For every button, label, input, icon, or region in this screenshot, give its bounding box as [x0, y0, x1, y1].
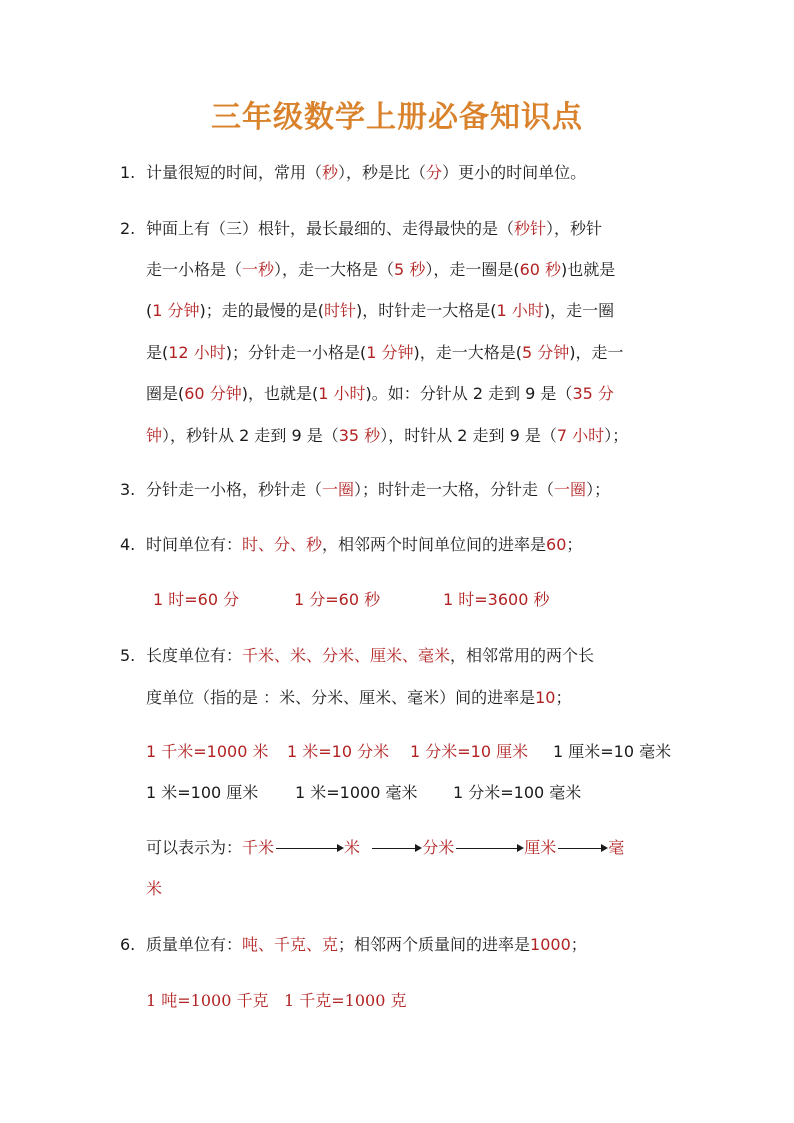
text-run: ；相邻两个质量间的进率是: [338, 935, 531, 954]
length-conversion: 1 米=10 分米: [287, 742, 390, 761]
highlighted-text: 一秒: [242, 260, 275, 279]
unit-label: 毫: [608, 838, 625, 857]
highlighted-text: 钟: [146, 426, 163, 445]
highlighted-text: 一圈: [554, 480, 587, 499]
text-run: 圈是(: [146, 384, 185, 403]
item-number: 4.: [120, 535, 136, 554]
highlighted-text: 1 小时: [318, 384, 366, 403]
highlighted-text: 时针: [324, 301, 357, 320]
highlighted-text: 60 秒: [519, 260, 562, 279]
text-run: ）更小的时间单位。: [442, 163, 587, 182]
highlighted-text: 分: [426, 163, 443, 182]
highlighted-text: 1 分钟: [152, 301, 200, 320]
paragraph-line: [146, 219, 602, 239]
text-run: )也就是: [561, 260, 616, 279]
paragraph-line: [146, 384, 614, 404]
paragraph-line: [146, 646, 594, 666]
length-conversion: 1 分米=10 厘米: [410, 742, 529, 761]
highlighted-text: 吨、千克、克: [242, 935, 339, 954]
text-run: 质量单位有：: [146, 935, 243, 954]
text-run: 分针走一小格，秒针走（: [146, 480, 323, 499]
paragraph-line: [146, 343, 624, 363]
paragraph-line: [146, 535, 582, 555]
unit-label: 米: [344, 838, 361, 857]
highlighted-text: 1 小时: [496, 301, 544, 320]
highlighted-text: 时、分、秒: [242, 535, 323, 554]
page-title: 三年级数学上册必备知识点: [211, 100, 583, 135]
highlighted-text: 10: [535, 688, 556, 707]
text-run: ），走一圈是(: [425, 260, 520, 279]
paragraph-line: [146, 260, 615, 280]
paragraph-line: [146, 426, 628, 446]
text-run: )，走一: [569, 343, 624, 362]
text-run: )，也就是(: [241, 384, 319, 403]
text-run: ；: [555, 688, 572, 707]
unit-label: 分米: [422, 838, 455, 857]
item-number: 6.: [120, 935, 136, 954]
text-run: ）；: [604, 426, 629, 445]
highlighted-text: 35 分: [572, 384, 614, 403]
unit-label: 厘米: [524, 838, 557, 857]
text-run: ，相邻两个时间单位间的进率是: [322, 535, 547, 554]
highlighted-text: 12 小时: [168, 343, 226, 362]
text-run: 钟面上有（三）根针，最长最细的、走得最快的是（: [146, 219, 515, 238]
unit-chain-tail: 米: [146, 879, 163, 898]
highlighted-text: 一圈: [322, 480, 355, 499]
highlighted-text: 秒: [322, 163, 339, 182]
text-run: ），时针从 2 走到 9 是（: [380, 426, 557, 445]
paragraph-line: [146, 301, 614, 321]
time-conversion: 1 分=60 秒: [294, 590, 381, 609]
text-run: ），秒是比（: [338, 163, 427, 182]
paragraph-line: [146, 480, 610, 500]
highlighted-text: 秒针: [514, 219, 547, 238]
length-conversion: 1 分米=100 毫米: [453, 783, 582, 802]
text-run: )；走的最慢的是(: [199, 301, 325, 320]
text-run: ；: [566, 535, 583, 554]
highlighted-text: 1 分钟: [366, 343, 414, 362]
text-run: ），走一大格是（: [274, 260, 395, 279]
text-run: 是(: [146, 343, 169, 362]
length-conversion: 1 米=1000 毫米: [295, 783, 418, 802]
text-run: 度单位（指的是 ：米、分米、厘米、毫米）间的进率是: [146, 688, 536, 707]
length-conversion: 1 厘米=10 毫米: [553, 742, 672, 761]
paragraph-line: [146, 163, 586, 183]
text-run: )；分针走一小格是(: [225, 343, 367, 362]
item-number: 1.: [120, 163, 136, 182]
text-run: ），秒针从 2 走到 9 是（: [162, 426, 339, 445]
text-run: )，时针走一大格是(: [356, 301, 497, 320]
mass-conversion: 1 吨=1000 千克: [146, 991, 269, 1010]
item-number: 3.: [120, 480, 136, 499]
highlighted-text: 5 分钟: [521, 343, 570, 362]
highlighted-text: 千米、米、分米、厘米、毫米: [242, 646, 451, 665]
text-run: )，走一圈: [543, 301, 615, 320]
text-run: ）；: [586, 480, 611, 499]
highlighted-text: 60: [546, 535, 567, 554]
text-run: ），秒针: [546, 219, 603, 238]
item-number: 5.: [120, 646, 136, 665]
highlighted-text: 60 分钟: [184, 384, 242, 403]
text-run: (: [146, 301, 153, 320]
mass-conversion: 1 千克=1000 克: [284, 991, 407, 1010]
length-conversion: 1 米=100 厘米: [146, 783, 259, 802]
highlighted-text: 7 小时: [556, 426, 605, 445]
text-run: 走一小格是（: [146, 260, 243, 279]
text-run: )，走一大格是(: [413, 343, 522, 362]
text-run: ；: [570, 935, 587, 954]
highlighted-text: 1000: [530, 935, 571, 954]
item-number: 2.: [120, 219, 136, 238]
text-run: )。如：分针从 2 走到 9 是（: [365, 384, 573, 403]
text-run: ）；时针走一大格，分针走（: [354, 480, 555, 499]
text-run: 时间单位有：: [146, 535, 243, 554]
arrow-right-icon: [372, 848, 420, 849]
highlighted-text: 5 秒: [394, 260, 426, 279]
time-conversion: 1 时=3600 秒: [443, 590, 550, 609]
length-conversion: 1 千米=1000 米: [146, 742, 269, 761]
arrow-right-icon: [558, 848, 606, 849]
unit-label: 千米: [242, 838, 275, 857]
time-conversion: 1 时=60 分: [153, 590, 240, 609]
arrow-right-icon: [276, 848, 342, 849]
paragraph-line: [146, 935, 587, 955]
text-run: 计量很短的时间，常用（: [146, 163, 323, 182]
highlighted-text: 35 秒: [338, 426, 381, 445]
text-run: 长度单位有：: [146, 646, 243, 665]
text-run: ，相邻常用的两个长: [450, 646, 595, 665]
unit-chain: [146, 838, 624, 858]
paragraph-line: [146, 688, 571, 708]
unit-chain-prefix: 可以表示为：: [146, 838, 243, 857]
arrow-right-icon: [456, 848, 522, 849]
